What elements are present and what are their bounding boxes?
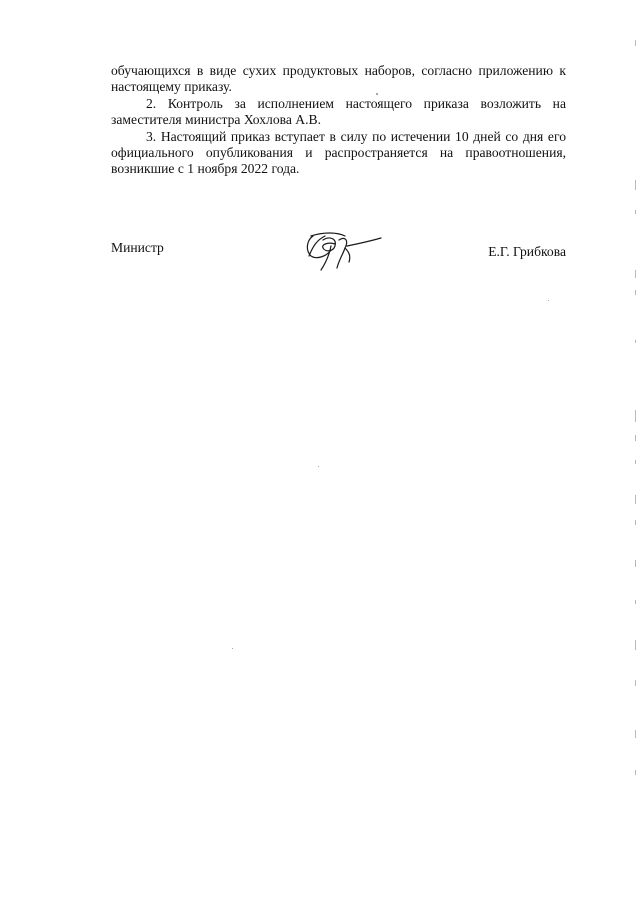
paragraph-item-3: 3. Настоящий приказ вступает в силу по истечении 10 дней со дня его официального опубликования и распространяется на правоотношения, возникшие с 1 ноября 2022 года. xyxy=(111,128,566,177)
signatory-name: Е.Г. Грибкова xyxy=(488,244,566,259)
scan-speck xyxy=(548,300,549,301)
scan-speck xyxy=(318,466,319,467)
signature-block xyxy=(111,240,566,290)
document-body xyxy=(111,63,566,178)
scan-edge-marks xyxy=(632,40,638,800)
signatory-role: Министр xyxy=(111,240,164,255)
handwritten-signature-icon xyxy=(301,226,401,274)
paragraph-item-2: 2. Контроль за исполнением настоящего приказа возложить на заместителя министра Хохлова А.В. xyxy=(111,95,566,128)
paragraph-continuation: обучающихся в виде сухих продуктовых наборов, согласно приложению к настоящему приказу. xyxy=(111,63,566,95)
scan-speck xyxy=(376,93,378,95)
scan-speck xyxy=(232,648,233,649)
